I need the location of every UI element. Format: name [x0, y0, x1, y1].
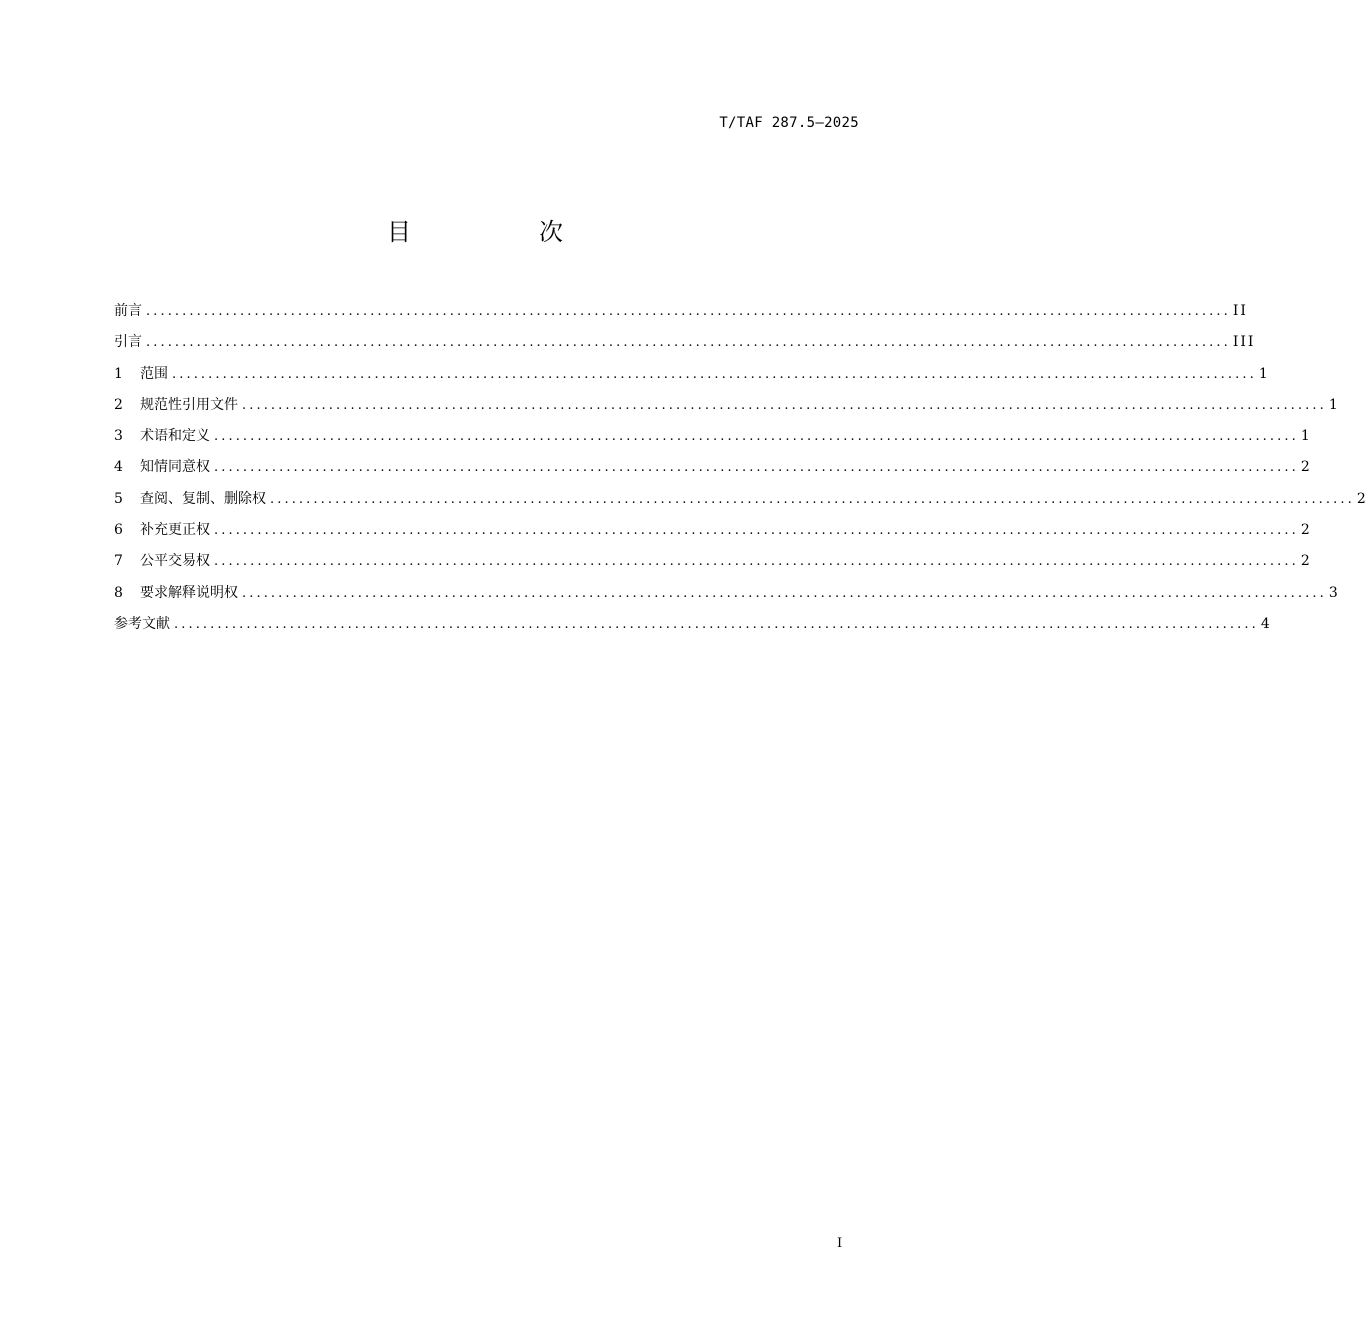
toc-leader-dots: ......................................................................................................................................................: [172, 366, 1257, 382]
toc-entry-number: 8: [114, 584, 123, 601]
toc-entry-label: 公平交易权: [140, 553, 210, 570]
toc-entry-label: 要求解释说明权: [140, 584, 238, 601]
toc-entry-label: 规范性引用文件: [140, 396, 238, 413]
toc-entry-supplement-correct[interactable]: [114, 518, 1312, 549]
toc-entry-number: 1: [114, 365, 123, 382]
toc-entry-number: 2: [114, 396, 123, 413]
toc-entry-label: 补充更正权: [140, 522, 210, 539]
toc-entry-fair-trade[interactable]: [114, 549, 1312, 580]
toc-leader-dots: ......................................................................................................................................................: [242, 585, 1327, 601]
toc-leader-dots: ......................................................................................................................................................: [146, 304, 1231, 319]
toc-entry-informed-consent[interactable]: [114, 455, 1312, 486]
toc-leader-dots: ......................................................................................................................................................: [174, 616, 1259, 632]
toc-entry-label: 查阅、复制、删除权: [140, 490, 266, 507]
toc-leader-dots: ......................................................................................................................................................: [214, 460, 1299, 476]
toc-entry-foreword[interactable]: [114, 299, 1248, 330]
toc-leader-dots: ......................................................................................................................................................: [214, 554, 1299, 570]
document-code: T/TAF 287.5—2025: [719, 115, 859, 131]
toc-entry-label: 引言: [114, 334, 142, 351]
toc-leader-dots: ......................................................................................................................................................: [270, 491, 1355, 507]
toc-title: 目 次: [387, 218, 615, 246]
toc-entry-page: 2: [1300, 522, 1312, 539]
toc-entry-label: 范围: [140, 365, 168, 382]
toc-entry-label: 术语和定义: [140, 428, 210, 445]
toc-entry-page: II: [1232, 303, 1248, 319]
toc-leader-dots: ......................................................................................................................................................: [214, 523, 1299, 539]
page-number: I: [837, 1236, 843, 1251]
toc-entry-number: 4: [114, 459, 123, 476]
toc-entry-introduction[interactable]: [114, 330, 1256, 361]
toc-entry-terms-definitions[interactable]: [114, 424, 1312, 455]
toc-entry-page: 3: [1328, 584, 1340, 601]
toc-entry-number: 7: [114, 553, 123, 570]
toc-entry-normative-references[interactable]: [114, 393, 1340, 424]
toc-entry-explanation[interactable]: [114, 581, 1340, 612]
toc-entry-access-copy-delete[interactable]: [114, 487, 1368, 518]
toc-entry-number: 6: [114, 522, 123, 539]
toc-entry-label: 参考文献: [114, 615, 170, 632]
toc-entry-page: 4: [1260, 615, 1272, 632]
toc-entry-number: 3: [114, 428, 123, 445]
toc-entry-number: 5: [114, 490, 123, 507]
toc-leader-dots: ......................................................................................................................................................: [146, 335, 1231, 351]
toc-leader-dots: ......................................................................................................................................................: [242, 397, 1327, 413]
toc-entry-label: 前言: [114, 303, 142, 319]
toc-entry-page: 2: [1300, 553, 1312, 570]
toc-entry-label: 知情同意权: [140, 459, 210, 476]
toc-entry-page: 1: [1258, 365, 1270, 382]
toc-entry-scope[interactable]: [114, 362, 1270, 393]
toc-entry-page: 2: [1300, 459, 1312, 476]
table-of-contents: [114, 299, 1368, 643]
toc-leader-dots: ......................................................................................................................................................: [214, 429, 1299, 445]
toc-entry-page: III: [1232, 334, 1256, 351]
toc-entry-page: 1: [1300, 428, 1312, 445]
toc-entry-bibliography[interactable]: [114, 612, 1272, 643]
toc-entry-page: 1: [1328, 396, 1340, 413]
toc-entry-page: 2: [1356, 490, 1368, 507]
